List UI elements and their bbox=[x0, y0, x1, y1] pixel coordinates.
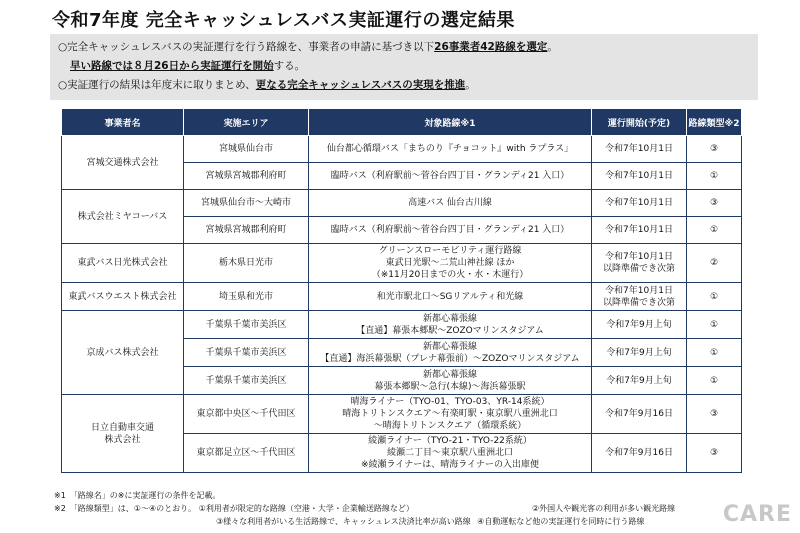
header-operator: 事業者名 bbox=[62, 109, 184, 136]
table-row bbox=[62, 283, 742, 311]
type-cell: ③ bbox=[687, 395, 742, 434]
start-cell: 令和7年9月上旬 bbox=[592, 367, 687, 395]
table-row bbox=[62, 244, 742, 283]
start-cell: 令和7年10月1日 bbox=[592, 217, 687, 244]
footnote-text: ②外国人や観光客の利用が多い観光路線 bbox=[532, 504, 676, 513]
start-cell: 令和7年10月1日 bbox=[592, 163, 687, 190]
table-row bbox=[62, 311, 742, 339]
route-cell: 綾瀬ライナー（TYO-21・TYO-22系統） 綾瀬二丁目～東京駅八重洲北口 ※綾瀬ライナーは、晴海ライナーの入出庫便 bbox=[309, 434, 592, 473]
summary-emphasis: 26事業者42路線を選定 bbox=[434, 41, 548, 53]
operator-cell: 宮城交通株式会社 bbox=[62, 136, 184, 190]
route-cell: 晴海ライナー（TYO-01、TYO-03、YR-14系統） 晴海トリトンスクエア～有楽町駅・東京駅八重洲北口 ～晴海トリトンスクエア（循環系統） bbox=[309, 395, 592, 434]
summary-line-2 bbox=[58, 57, 750, 76]
operator-cell: 株式会社ミヤコーバス bbox=[62, 190, 184, 244]
summary-text: する。 bbox=[273, 60, 306, 72]
start-cell: 令和7年9月16日 bbox=[592, 434, 687, 473]
footnote-2 bbox=[54, 502, 774, 515]
type-cell: ③ bbox=[687, 136, 742, 163]
area-cell: 千葉県千葉市美浜区 bbox=[184, 367, 309, 395]
table-header-row bbox=[62, 109, 742, 136]
table-row bbox=[62, 190, 742, 217]
results-table bbox=[61, 108, 742, 473]
summary-box bbox=[50, 34, 758, 100]
type-cell: ① bbox=[687, 311, 742, 339]
route-cell: 仙台都心循環バス「まちのり『チョコット』with ラプラス」 bbox=[309, 136, 592, 163]
route-cell: 新都心幕張線 【直通】海浜幕張駅（プレナ幕張前）～ZOZOマリンスタジアム bbox=[309, 339, 592, 367]
operator-cell: 東武バス日光株式会社 bbox=[62, 244, 184, 283]
start-cell: 令和7年10月1日 bbox=[592, 190, 687, 217]
summary-emphasis: 早い路線では８月26日から実証運行を開始 bbox=[70, 60, 274, 72]
route-cell: 臨時バス（利府駅前～菅谷台四丁目・グランディ21 入口） bbox=[309, 163, 592, 190]
type-cell: ③ bbox=[687, 434, 742, 473]
header-area: 実施エリア bbox=[184, 109, 309, 136]
header-type: 路線類型※2 bbox=[687, 109, 742, 136]
area-cell: 東京都足立区～千代田区 bbox=[184, 434, 309, 473]
start-cell: 令和7年9月16日 bbox=[592, 395, 687, 434]
header-start: 運行開始(予定) bbox=[592, 109, 687, 136]
summary-line-1 bbox=[58, 38, 750, 57]
area-cell: 東京都中央区～千代田区 bbox=[184, 395, 309, 434]
operator-cell: 東武バスウエスト株式会社 bbox=[62, 283, 184, 311]
header-route: 対象路線※1 bbox=[309, 109, 592, 136]
start-cell: 令和7年10月1日 bbox=[592, 136, 687, 163]
start-cell: 令和7年10月1日 以降準備でき次第 bbox=[592, 244, 687, 283]
type-cell: ① bbox=[687, 367, 742, 395]
start-cell: 令和7年9月上旬 bbox=[592, 339, 687, 367]
type-cell: ② bbox=[687, 244, 742, 283]
start-cell: 令和7年9月上旬 bbox=[592, 311, 687, 339]
summary-emphasis: 更なる完全キャッシュレスバスの実現を推進 bbox=[255, 79, 466, 91]
operator-cell: 京成バス株式会社 bbox=[62, 311, 184, 395]
footnotes bbox=[54, 489, 774, 528]
table-row bbox=[62, 395, 742, 434]
table-row bbox=[62, 136, 742, 163]
summary-text: ○完全キャッシュレスバスの実証運行を行う路線を、事業者の申請に基づき以下 bbox=[58, 41, 435, 53]
footnote-3 bbox=[54, 515, 774, 528]
area-cell: 宮城県仙台市～大崎市 bbox=[184, 190, 309, 217]
footnote-1: ※1 「路線名」の※に実証運行の条件を記載。 bbox=[54, 491, 221, 500]
route-cell: グリーンスローモビリティ運行路線 東武日光駅～二荒山神社線 ほか （※11月20日までの火・水・木運行） bbox=[309, 244, 592, 283]
area-cell: 千葉県千葉市美浜区 bbox=[184, 339, 309, 367]
start-cell: 令和7年10月1日 以降準備でき次第 bbox=[592, 283, 687, 311]
page-title: 令和7年度 完全キャッシュレスバス実証運行の選定結果 bbox=[52, 10, 515, 31]
watermark-logo: CARE bbox=[722, 502, 792, 527]
type-cell: ① bbox=[687, 217, 742, 244]
operator-cell: 日立自動車交通 株式会社 bbox=[62, 395, 184, 473]
area-cell: 宮城県宮城郡利府町 bbox=[184, 217, 309, 244]
footnote-text: ④自動運転など他の実証運行を同時に行う路線 bbox=[477, 517, 645, 526]
area-cell: 千葉県千葉市美浜区 bbox=[184, 311, 309, 339]
summary-line-3 bbox=[58, 76, 750, 95]
type-cell: ① bbox=[687, 339, 742, 367]
area-cell: 宮城県宮城郡利府町 bbox=[184, 163, 309, 190]
route-cell: 臨時バス（利府駅前～菅谷台四丁目・グランディ21 入口） bbox=[309, 217, 592, 244]
summary-text: 。 bbox=[465, 79, 476, 91]
summary-text: 。 bbox=[547, 41, 558, 53]
area-cell: 埼玉県和光市 bbox=[184, 283, 309, 311]
type-cell: ① bbox=[687, 283, 742, 311]
summary-text: ○実証運行の結果は年度末に取りまとめ、 bbox=[58, 79, 256, 91]
type-cell: ① bbox=[687, 163, 742, 190]
footnote-text: ※2 「路線類型」は、①～④のとおり。 ①利用者が限定的な路線（空港・大学・企業輸送路線など） bbox=[54, 504, 414, 513]
area-cell: 栃木県日光市 bbox=[184, 244, 309, 283]
route-cell: 高速バス 仙台古川線 bbox=[309, 190, 592, 217]
route-cell: 新都心幕張線 【直通】幕張本郷駅～ZOZOマリンスタジアム bbox=[309, 311, 592, 339]
area-cell: 宮城県仙台市 bbox=[184, 136, 309, 163]
footnote-text: ③様々な利用者がいる生活路線で、キャッシュレス決済比率が高い路線 bbox=[216, 517, 471, 526]
route-cell: 和光市駅北口～SGリアルティ和光線 bbox=[309, 283, 592, 311]
route-cell: 新都心幕張線 幕張本郷駅～急行(本線)～海浜幕張駅 bbox=[309, 367, 592, 395]
type-cell: ③ bbox=[687, 190, 742, 217]
